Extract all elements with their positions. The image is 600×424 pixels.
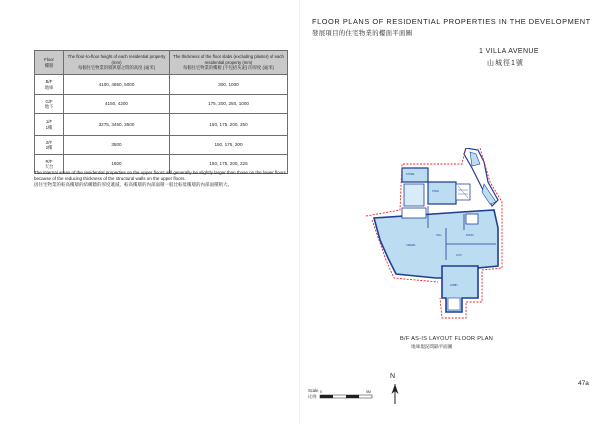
floor-plan-drawing — [366, 148, 556, 330]
floor-height-table — [34, 50, 288, 174]
svg-text:HALL: HALL — [436, 234, 442, 237]
scale-bar — [318, 388, 380, 402]
svg-text:ROOM: ROOM — [466, 234, 474, 237]
height-cell: 1800 — [64, 155, 170, 174]
floor-label-zh: 地庫 — [44, 84, 54, 90]
scale-end: 5M — [366, 390, 371, 394]
svg-text:STORE: STORE — [406, 173, 415, 176]
north-label: N — [390, 373, 396, 380]
height-cell: 3500 — [64, 136, 170, 155]
internal-area-note — [34, 170, 292, 188]
table-row — [35, 95, 288, 114]
table-row — [35, 114, 288, 136]
note-zh: 因住宅物業的較高樓層的結構牆的厚度遞減，較高樓層的內部面積一般比較低樓層的內部面積稍大。 — [34, 181, 232, 187]
svg-text:LOBBY: LOBBY — [450, 284, 458, 287]
height-cell: 3275, 3450, 3500 — [64, 114, 170, 136]
plan-caption-zh: 地庫現況間隔平面圖 — [411, 344, 453, 349]
thickness-cell: 150, 175, 200 — [170, 136, 288, 155]
scale-label: Scale — [308, 388, 319, 393]
plan-caption: B/F AS-IS LAYOUT FLOOR PLAN — [400, 336, 494, 342]
floor-label-zh: 天台 — [44, 164, 54, 169]
table-header-row — [35, 51, 288, 75]
plan-store — [448, 298, 460, 310]
height-cell: 4100, 4950, 5000 — [64, 75, 170, 95]
table-row — [35, 136, 288, 155]
thickness-cell: 150, 175, 200, 225 — [170, 155, 288, 174]
thickness-cell: 300, 1000 — [170, 75, 288, 95]
floor-label: 1/F — [45, 119, 53, 124]
height-cell: 4150, 4200 — [64, 95, 170, 114]
thickness-cell: 150, 175, 200, 250 — [170, 114, 288, 136]
floor-label-zh: 地下 — [44, 104, 54, 109]
page-divider — [299, 0, 300, 424]
floor-label: 2/F — [45, 139, 53, 145]
section-title-zh: 發展項目的住宅物業的樓面平面圖 — [312, 30, 413, 37]
page-number: 47a — [578, 380, 589, 387]
floor-label: G/F — [45, 98, 53, 104]
svg-text:CINEMA: CINEMA — [406, 244, 416, 247]
header-slab-thickness: The thickness of the floor slabs (excluding plaster) of each residential property (mm) 每個住宅物業的樓板 (不包括灰泥) 的厚度 (毫米) — [170, 51, 288, 75]
table-row — [35, 75, 288, 95]
header-floor-height: The floor-to-floor height of each residential property (mm) 每個住宅物業的層與層之間的高度 (毫米) — [64, 51, 170, 75]
note-en: The internal areas of the residential properties on the upper floors will generally be slightly larger than those on the lower floors because of the reducing thickness of the structural walls on the upper floors. — [34, 170, 286, 181]
scale-start: 0 — [320, 390, 322, 394]
thickness-cell: 175, 200, 250, 1000 — [170, 95, 288, 114]
property-name-zh: 山城徑1號 — [487, 60, 524, 67]
svg-text:STAIR: STAIR — [432, 190, 439, 193]
floor-label-zh: 1樓 — [45, 124, 53, 130]
section-title: FLOOR PLANS OF RESIDENTIAL PROPERTIES IN THE DEVELOPMENT — [312, 17, 591, 26]
floor-label: R/F — [45, 158, 53, 164]
header-floor: Floor 樓層 — [35, 51, 64, 75]
floor-label: B/F — [45, 79, 53, 84]
scale-label-zh: 比例 — [308, 394, 317, 399]
svg-text:GYM: GYM — [456, 254, 462, 257]
property-name: 1 VILLA AVENUE — [479, 48, 539, 55]
floor-label-zh: 2樓 — [45, 145, 53, 150]
